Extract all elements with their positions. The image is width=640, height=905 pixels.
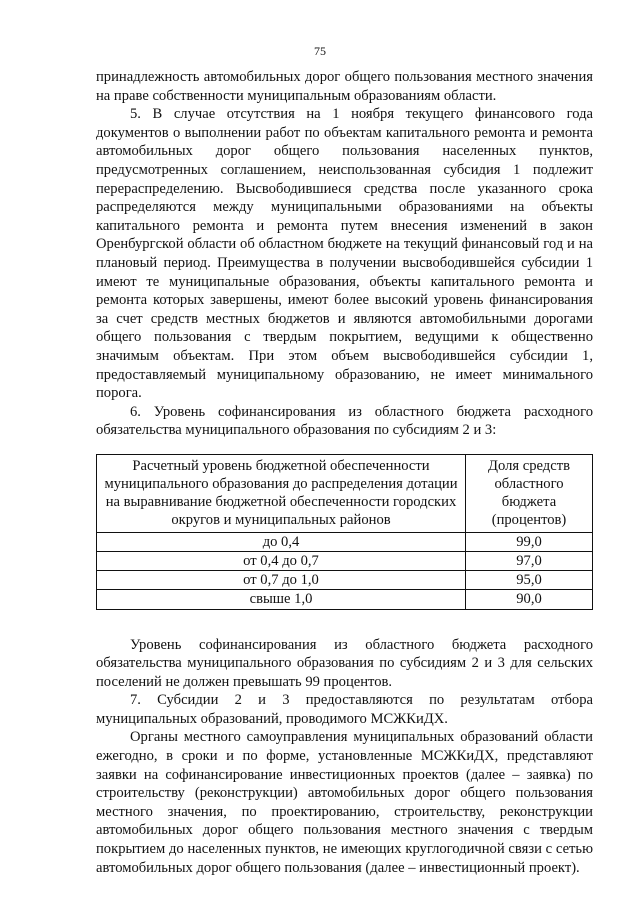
document-body: [96, 68, 593, 877]
paragraph: принадлежность автомобильных дорог общего пользования местного значения на праве собственности муниципальным образованиям области.: [96, 69, 593, 104]
table-cell-level: от 0,7 до 1,0: [97, 571, 466, 590]
table-row: [97, 590, 593, 609]
table-row: [97, 532, 593, 551]
table-header-left: Расчетный уровень бюджетной обеспеченности муниципального образования до распределения дотации на выравнивание бюджетной обеспеченности городских округов и муниципальных районов: [97, 454, 466, 532]
paragraph: 5. В случае отсутствия на 1 ноября текущего финансового года документов о выполнении работ по объектам капитального ремонта и ремонта автомобильных дорог общего пользования населенных пунктов, предусмотренных соглашением, неиспользованная субсидия 1 подлежит перераспределению. Высвободившиеся средства после указанного срока распределяются между муниципальными образованиями на объекты капитального ремонта и ремонта путем внесения изменений в закон Оренбургской области об областном бюджете на текущий финансовый год и на плановый период. Преимущества в получении высвободившейся субсидии 1 имеют те муниципальные образования, объекты капитального ремонта и ремонта которых завершены, имеют более высокий уровень финансирования за счет средств местных бюджетов и являются автомобильными дорогами общего пользования с твердым покрытием, ведущими к общественно значимым объектам. При этом объем высвободившейся субсидии 1, предоставляемый муниципальному образованию, не имеет минимального порога.: [96, 106, 593, 402]
paragraph: 7. Субсидии 2 и 3 предоставляются по результатам отбора муниципальных образований, проводимого МСЖКиДХ.: [96, 692, 593, 727]
page-number: 75: [314, 44, 326, 58]
table-cell-share: 90,0: [466, 590, 593, 609]
table-header-right: Доля средств областного бюджета (процентов): [466, 454, 593, 532]
table-cell-share: 95,0: [466, 571, 593, 590]
paragraph: Органы местного самоуправления муниципальных образований области ежегодно, в сроки и по форме, установленные МСЖКиДХ, представляют заявки на софинансирование инвестиционных проектов (далее – заявка) по строительству (реконструкции) автомобильных дорог общего пользования местного значения, по проектированию, строительству, реконструкции автомобильных дорог общего пользования местного значения с твердым покрытием до населенных пунктов, не имеющих круглогодичной связи с сетью автомобильных дорог общего пользования (далее – инвестиционный проект).: [96, 729, 593, 876]
table-cell-level: от 0,4 до 0,7: [97, 551, 466, 570]
paragraph: Уровень софинансирования из областного бюджета расходного обязательства муниципального образования по субсидиям 2 и 3 для сельских поселений не должен превышать 99 процентов.: [96, 636, 593, 690]
table-cell-share: 97,0: [466, 551, 593, 570]
table-row: [97, 551, 593, 570]
table-cell-share: 99,0: [466, 532, 593, 551]
table-header-row: [97, 454, 593, 532]
cofinancing-table: [96, 454, 593, 610]
paragraph: 6. Уровень софинансирования из областного бюджета расходного обязательства муниципального образования по субсидиям 2 и 3:: [96, 403, 593, 439]
table-cell-level: до 0,4: [97, 532, 466, 551]
table-cell-level: свыше 1,0: [97, 590, 466, 609]
table-row: [97, 571, 593, 590]
